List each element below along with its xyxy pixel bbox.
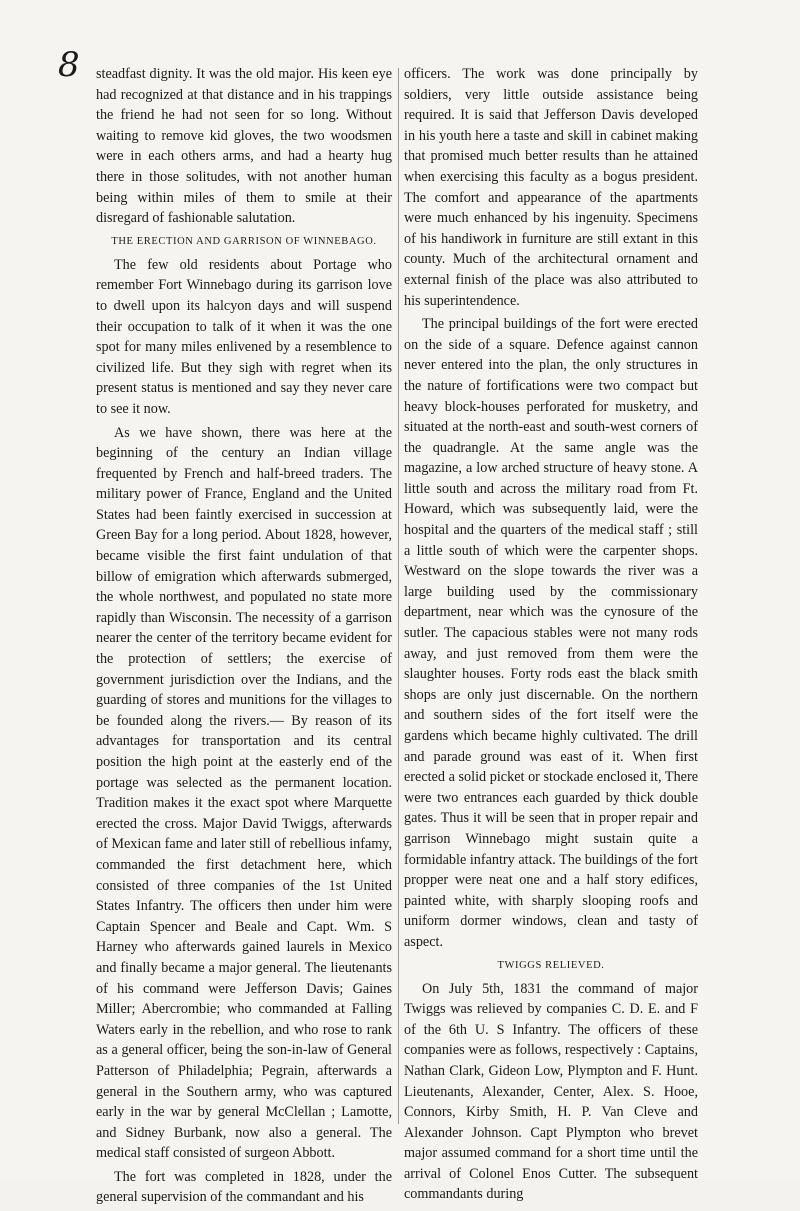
section-heading-erection: THE ERECTION AND GARRISON OF WINNEBAGO. xyxy=(111,235,377,247)
left-paragraph-3: The fort was completed in 1828, under the general supervision of the commandant and his xyxy=(96,1168,392,1206)
column-divider xyxy=(398,68,399,1124)
right-column xyxy=(404,64,698,1208)
left-paragraph-1: The few old residents about Portage who remember Fort Winnebago during its garrison love to dwell upon its halcyon days and will suspend their occupation to talk of it when it was the one spot for many miles enlivened by a resemblence to civilized life. But they sigh with regret when its present status is mentioned and say they never care to see it now. xyxy=(96,256,392,417)
right-paragraph-1: officers. The work was done principally by soldiers, very little outside assistance being required. It is said that Jefferson Davis developed in his youth here a taste and skill in cabinet making that promised much better results than he attained when exercising this faculty as a bogus president. The comfort and appearance of the apartments were much enhanced by his ingenuity. Specimens of his handiwork in furniture are still extant in this county. Much of the architectural ornament and external finish of the place was also attributed to his superintendence. xyxy=(404,66,698,309)
left-opening-paragraph: steadfast dignity. It was the old major. His keen eye had recognized at that distance and in his trappings the friend he had not seen for so long. Without waiting to remove kid gloves, the two woodsmen were in each others arms, and had a hearty hug there in those solitudes, with not another human being within miles of them to smile at their disregard of fashionable salutation. xyxy=(96,66,392,227)
left-paragraph-2: As we have shown, there was here at the beginning of the century an Indian village frequented by French and half-breed traders. The military power of France, England and the United States had been faintly exercised in succession at Green Bay for a long period. About 1828, however, became visible the first faint undulation of that billow of emigration which afterwards submerged, the whole northwest, and populated no state more rapidly than Wisconsin. The necessity of a garrison nearer the center of the territory became evident for the protection of settlers; the exercise of government jurisdiction over the Indians, and the guarding of stores and munitions for the villages to be founded along the rivers.— By reason of its advantages for transportation and its central position the high point at the easterly end of the portage was selected as the permanent location. Tradition makes it the exact spot where Marquette erected the cross. Major David Twiggs, afterwards of Mexican fame and later still of rebellious infamy, commanded the first detachment here, which consisted of three companies of the 1st United States Infantry. The officers then under him were Captain Spencer and Beale and Capt. Wm. S Harney who afterwards gained laurels in Mexico and finally became a major general. The lieutenants of his command were Jefferson Davis; Gaines Miller; Abercrombie; who commanded at Falling Waters early in the rebellion, and who rose to rank as a general officer, being the son-in-law of General Patterson of Philadelphia; Pegrain, afterwards a general in the Southern army, who was captured early in the war by general McClellan ; Lamotte, and Sidney Burbank, now also a general. The medical staff consisted of surgeon Abbott. xyxy=(96,424,392,1162)
section-heading-twiggs-relieved: TWIGGS RELIEVED. xyxy=(497,959,605,971)
right-paragraph-2: The principal buildings of the fort were erected on the side of a square. Defence against cannon never entered into the plan, the only structures in the nature of fortifications were two compact but heavy block-houses perforated for musketry, and situated at the north-east and south-west corners of the quadrangle. At the same angle was the magazine, a low arched structure of heavy stone. A little south and across the military road from Ft. Howard, which was subsequently laid, were the hospital and the quarters of the medical staff ; still a little south of which were the carpenter shops. Westward on the slope towards the river was a large building used by the commissionary department, near which was the cynosure of the sutler. The capacious stables were not many rods away, and just removed from them were the slaughter houses. Forty rods east the black smith shops are only just discernable. On the northern and southern sides of the fort itself were the gardens which became highly cultivated. The drill and parade ground was east of it. When first erected a solid picket or stockade enclosed it, There were two entrances each guarded by thick double gates. Thus it will be seen that in proper repair and garrison Winnebago might sustain quite a formidable infantry attack. The buildings of the fort propper were neat one and a half story edifices, painted white, with sharply slooping roofs and uniform dormer windows, clean and tasty of aspect. xyxy=(404,316,698,950)
page-number: 8 xyxy=(58,45,80,85)
right-paragraph-3: On July 5th, 1831 the command of major Twiggs was relieved by companies C. D. E. and F of the 6th U. S Infantry. The officers of these companies were as follows, respectively : Captains, Nathan Clark, Gideon Low, Plympton and F. Hunt. Lieutenants, Alexander, Center, Alex. S. Hooe, Connors, Kirby Smith, H. P. Van Cleve and Alexander Johnson. Capt Plympton who brevet major assumed command for a short time until the arrival of Colonel Enos Cutter. The subsequent commandants during xyxy=(404,980,698,1203)
left-column xyxy=(96,64,392,1211)
